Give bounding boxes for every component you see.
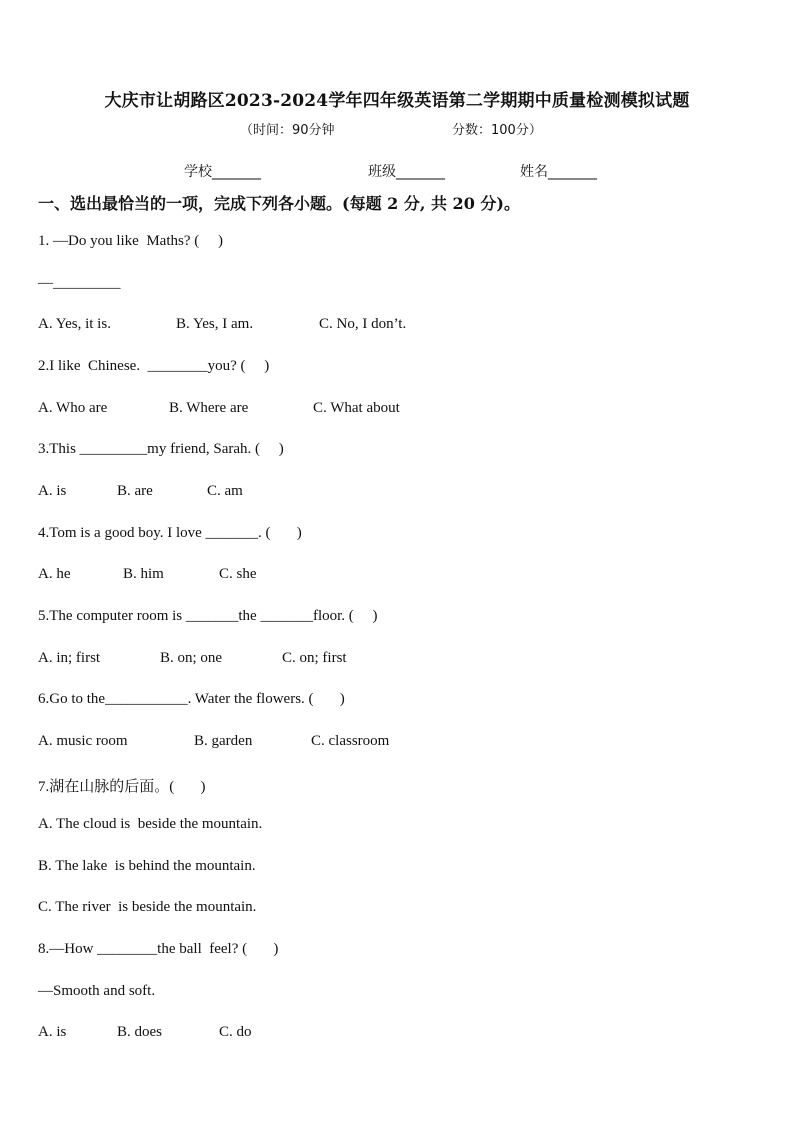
question-1-stem: 1. —Do you like Maths? ( )	[38, 233, 223, 249]
question-8-answer-line: —Smooth and soft.	[38, 983, 156, 999]
question-4-option-c[interactable]: C. she	[219, 566, 257, 582]
question-2-option-c[interactable]: C. What about	[313, 400, 400, 416]
exam-time: （时间：90分钟	[240, 123, 335, 138]
question-5-option-c[interactable]: C. on; first	[282, 650, 347, 666]
question-7-stem: 7.湖在山脉的后面。( )	[38, 779, 206, 795]
question-3-option-b[interactable]: B. are	[117, 483, 153, 499]
section-heading: 一、选出最恰当的一项，完成下列各小题。(每题 2 分, 共 20 分)。	[38, 194, 520, 213]
exam-score: 分数：100分）	[452, 123, 542, 138]
question-4-option-a[interactable]: A. he	[38, 566, 71, 582]
class-field: 班级_______	[368, 164, 445, 180]
question-6-stem: 6.Go to the___________. Water the flowers. ( )	[38, 691, 345, 707]
question-2-option-b[interactable]: B. Where are	[169, 400, 249, 416]
question-5-option-a[interactable]: A. in; first	[38, 650, 101, 666]
question-3-stem: 3.This _________my friend, Sarah. ( )	[38, 441, 284, 457]
question-8-stem: 8.—How ________the ball feel? ( )	[38, 941, 279, 957]
question-7-option-c[interactable]: C. The river is beside the mountain.	[38, 899, 257, 915]
question-8-option-c[interactable]: C. do	[219, 1024, 252, 1040]
question-6-option-a[interactable]: A. music room	[38, 733, 128, 749]
question-4-option-b[interactable]: B. him	[123, 566, 164, 582]
question-4-stem: 4.Tom is a good boy. I love _______. ( )	[38, 525, 302, 541]
question-7-option-a[interactable]: A. The cloud is beside the mountain.	[38, 816, 263, 832]
question-1-option-c[interactable]: C. No, I don’t.	[319, 316, 407, 332]
question-1-answer-line: —_________	[38, 275, 121, 291]
question-5-option-b[interactable]: B. on; one	[160, 650, 223, 666]
name-field: 姓名_______	[520, 164, 597, 180]
question-6-option-c[interactable]: C. classroom	[311, 733, 390, 749]
question-3-option-a[interactable]: A. is	[38, 483, 67, 499]
question-1-option-a[interactable]: A. Yes, it is.	[38, 316, 111, 332]
question-8-option-b[interactable]: B. does	[117, 1024, 162, 1040]
question-5-stem: 5.The computer room is _______the _______floor. ( )	[38, 608, 378, 624]
question-2-option-a[interactable]: A. Who are	[38, 400, 108, 416]
question-2-stem: 2.I like Chinese. ________you? ( )	[38, 358, 270, 374]
question-6-option-b[interactable]: B. garden	[194, 733, 253, 749]
question-7-option-b[interactable]: B. The lake is behind the mountain.	[38, 858, 256, 874]
school-field: 学校_______	[184, 164, 261, 180]
exam-title: 大庆市让胡路区2023-2024学年四年级英语第二学期期中质量检测模拟试题	[104, 91, 690, 111]
question-3-option-c[interactable]: C. am	[207, 483, 243, 499]
question-8-option-a[interactable]: A. is	[38, 1024, 67, 1040]
question-1-option-b[interactable]: B. Yes, I am.	[176, 316, 254, 332]
